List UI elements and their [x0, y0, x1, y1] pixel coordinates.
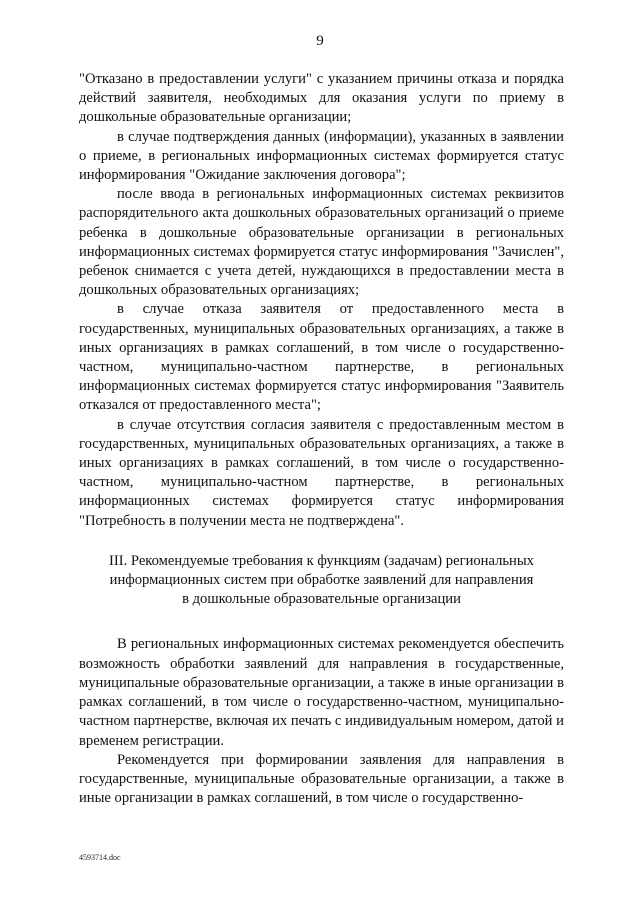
paragraph: в случае отказа заявителя от предоставленного места в государственных, муниципальных образовательных организациях, а также в иных организациях в рамках соглашений, в том числе о государственно-частном, муниципально-частном партнерстве, в региональных информационных системах формируется статус информирования "Заявитель отказался от предоставленного места"; [79, 301, 564, 414]
spacer [79, 531, 564, 552]
page-number: 9 [316, 33, 324, 49]
section-heading-line: информационных систем при обработке заявлений для направления [109, 572, 534, 589]
paragraph: Рекомендуется при формировании заявления для направления в государственные, муниципальные образовательные организации, а также в иные организации в рамках соглашений, в том числе о государственно- [79, 751, 564, 807]
spacer [79, 609, 564, 635]
section-heading-line: III. Рекомендуемые требования к функциям (задачам) региональных [109, 552, 534, 569]
section-heading-line: в дошкольные образовательные организации [182, 591, 461, 608]
paragraph: В региональных информационных системах рекомендуется обеспечить возможность обработки заявлений для направления в государственные, муниципальные образовательные организации, а также в иные организации в рамках соглашений, в том числе о государственно-частном, муниципально-частном партнерстве, включая их печать с индивидуальным номером, датой и временем регистрации. [79, 636, 564, 749]
paragraph-continuation: "Отказано в предоставлении услуги" с указанием причины отказа и порядка действий заявителя, необходимых для оказания услуги по приему в дошкольные образовательные организации; [79, 71, 564, 126]
paragraph: в случае подтверждения данных (информации), указанных в заявлении о приеме, в региональных информационных системах формируется статус информирования "Ожидание заключения договора"; [79, 128, 564, 184]
footer-filename: 4593714.doc [79, 853, 121, 862]
document-body [79, 70, 564, 808]
paragraph: после ввода в региональных информационных системах реквизитов распорядительного акта дошкольных образовательных организаций о приеме ребенка в дошкольные образовательные организации в региональных информационных системах формируется статус информирования "Зачислен", ребенок снимается с учета детей, нуждающихся в предоставлении места в дошкольных образовательных организациях; [79, 186, 564, 299]
section-heading [79, 552, 564, 610]
paragraph: в случае отсутствия согласия заявителя с предоставленным местом в государственных, муниципальных образовательных организациях, а также в иных организациях в рамках соглашений, в том числе о государственно-частном, муниципально-частном партнерстве, в региональных информационных системах формируется статус информирования "Потребность в получении места не подтверждена". [79, 416, 564, 529]
